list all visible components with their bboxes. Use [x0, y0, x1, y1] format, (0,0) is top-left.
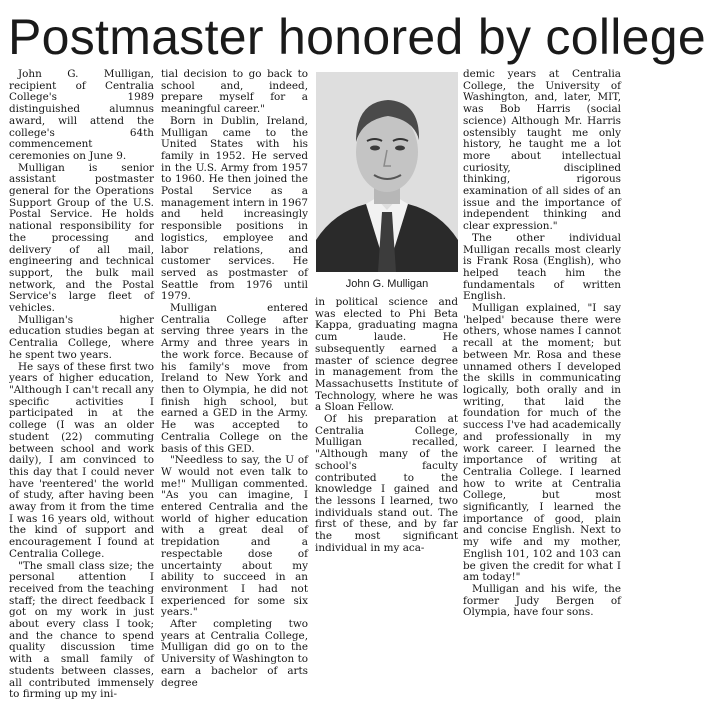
paragraph: The other individual Mulligan recalls most clearly is Frank Rosa (English), who helped teach him the fundamentals of written English. [463, 231, 621, 303]
headline: Postmaster honored by college [8, 9, 706, 65]
paragraph: Born in Dublin, Ireland, Mulligan came to the United States with his family in 1952. He served in the U.S. Army from 1957 to 1960. He then joined the Postal Service as a management intern in 1967 and held increasingly responsible positions in logistics, employee and labor relations, and customer services. He served as postmaster of Seattle from 1976 until 1979. [161, 114, 308, 303]
paragraph: demic years at Centralia College, the University of Washington, and, later, MIT, was Bob Harris (social science) Although Mr. Harris ostensibly taught me only history, he taught me a lot more about intellectual curiosity, disciplined thinking, rigorous examination of all sides of an issue and the importance of independent thinking and clear expression." [463, 68, 621, 233]
paragraph: After completing two years at Centralia College, Mulligan did go on to the University of Washington to earn a bachelor of arts degree [161, 618, 308, 689]
article-column-3 [315, 296, 458, 554]
paragraph: "The small class size; the personal attention I received from the teaching staff; the direct feedback I got on my work in just about every class I took; and the chance to spend quality discussion time with a small family of students between classes, all contributed immensely to firming up my ini- [9, 559, 154, 701]
paragraph: tial decision to go back to school and, indeed, prepare myself for a meaningful career." [161, 68, 308, 116]
paragraph: Of his preparation at Centralia College, Mulligan recalled, "Although many of the school's faculty contributed to the knowledge I gained and the lessons I learned, two individuals stand out. The first of these, and by far the most significant individual in my aca- [315, 413, 458, 554]
paragraph: in political science and was elected to Phi Beta Kappa, graduating magna cum laude. He subsequently earned a master of science degree in management from the Massachusetts Institute of Technology, where he was a Sloan Fellow. [315, 296, 458, 414]
paragraph: Mulligan entered Centralia College after serving three years in the Army and three years in the work force. Because of his family's move from Ireland to New York and then to Olympia, he did not finish high school, but earned a GED in the Army. He was accepted to Centralia College on the basis of this GED. [161, 302, 308, 455]
article-column-2 [161, 68, 308, 689]
article-column-1 [9, 68, 154, 701]
photo-caption: John G. Mulligan [345, 278, 429, 290]
paragraph: "Needless to say, the U of W would not even talk to me!" Mulligan commented. "As you can imagine, I entered Centralia and the world of higher education with a great deal of trepidation and a respectable dose of uncertainty about my ability to succeed in an environment I had not experienced for some six years." [161, 454, 308, 619]
portrait-image [316, 72, 458, 272]
paragraph: Mulligan and his wife, the former Judy Bergen of Olympia, have four sons. [463, 582, 621, 619]
paragraph: Mulligan is senior assistant postmaster general for the Operations Support Group of the U.S. Postal Service. He holds national responsibility for the processing and delivery of all mail, engineering and technical support, the bulk mail network, and the Postal Service's large fleet of vehicles. [9, 161, 154, 315]
paragraph: Mulligan's higher education studies began at Centralia College, where he spent two years. [9, 313, 154, 361]
paragraph: John G. Mulligan, recipient of Centralia College's 1989 distinguished alumnus award, will attend the college's 64th commencement ceremonies on June 9. [9, 68, 154, 162]
paragraph: Mulligan explained, "I say 'helped' because there were others, whose names I cannot recall at the moment; but between Mr. Rosa and these unnamed others I developed the skills in communicating logically, both orally and in writing, that laid the foundation for much of the success I've had academically and professionally in my work career. I learned the importance of writing at Centralia College. I learned how to write at Centralia College, but most significantly, I learned the importance of good, plain and concise English. Next to my wife and my mother, English 101, 102 and 103 can be given the credit for what I am today!" [463, 302, 621, 584]
article-column-4 [463, 68, 621, 619]
portrait-photo [316, 72, 458, 272]
paragraph: He says of these first two years of higher education, "Although I can't recall any specific activities I participated in at the college (I was an older student (22) commuting between school and work daily), I am convinced to this day that I could never have 'reentered' the world of study, after having been away from it from the time I was 16 years old, without the kind of support and encouragement I found at Centralia College. [9, 360, 154, 560]
